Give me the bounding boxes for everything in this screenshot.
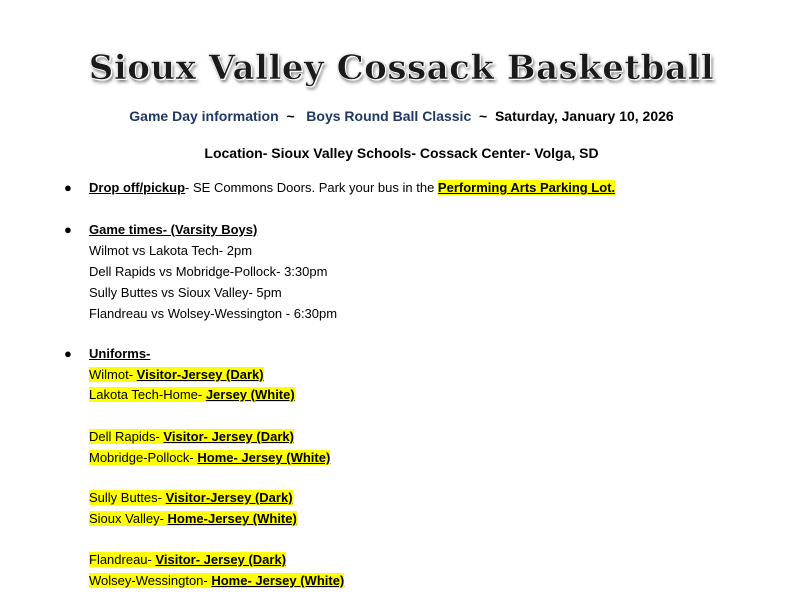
dropoff-text: - SE Commons Doors. Park your bus in the [185, 180, 438, 195]
subtitle-separator: ~ [278, 108, 307, 124]
uniform-entry [89, 572, 344, 590]
uniform-jersey: Visitor-Jersey (Dark) [165, 490, 293, 505]
uniform-jersey: Home- Jersey (White) [211, 573, 345, 588]
bullet-icon: ● [64, 346, 72, 361]
location-line: Location- Sioux Valley Schools- Cossack Center- Volga, SD [204, 145, 599, 161]
game-item: Dell Rapids vs Mobridge-Pollock- 3:30pm [89, 264, 328, 279]
game-times-label [89, 221, 257, 239]
bullet-icon: ● [64, 222, 72, 237]
uniform-jersey: Visitor- Jersey (Dark) [163, 429, 294, 444]
uniform-team: Dell Rapids- [89, 429, 164, 444]
dropoff-line [89, 179, 615, 197]
game-item: Sully Buttes vs Sioux Valley- 5pm [89, 285, 282, 300]
subtitle-info: Game Day information [129, 108, 279, 124]
uniform-jersey: Visitor-Jersey (Dark) [136, 367, 264, 382]
subtitle-event: Boys Round Ball Classic [306, 108, 472, 124]
bullet-icon: ● [64, 180, 72, 195]
uniforms-heading: Uniforms- [89, 346, 151, 361]
game-item: Wilmot vs Lakota Tech- 2pm [89, 243, 253, 258]
dropoff-highlight: Performing Arts Parking Lot. [437, 180, 616, 195]
uniform-team: Sully Buttes- [89, 490, 166, 505]
page-title: Sioux Valley Cossack Basketball [88, 48, 715, 88]
uniform-team: Mobridge-Pollock- [89, 450, 198, 465]
subtitle-date: Saturday, January 10, 2026 [494, 108, 674, 124]
uniform-team: Sioux Valley- [89, 511, 168, 526]
uniform-entry [89, 510, 297, 528]
uniform-team: Wilmot- [89, 367, 137, 382]
uniform-entry [89, 449, 330, 467]
subtitle-separator: ~ [471, 108, 495, 124]
subtitle [0, 108, 803, 124]
uniform-jersey: Visitor- Jersey (Dark) [155, 552, 287, 567]
uniform-jersey: Home- Jersey (White) [197, 450, 331, 465]
uniform-team: Lakota Tech-Home- [89, 387, 206, 402]
game-times-heading: Game times- (Varsity Boys) [89, 222, 258, 237]
dropoff-label: Drop off/pickup [89, 180, 186, 195]
uniform-entry [89, 386, 295, 404]
game-item: Flandreau vs Wolsey-Wessington - 6:30pm [89, 306, 338, 321]
uniform-jersey: Jersey (White) [205, 387, 295, 402]
uniform-entry [89, 551, 286, 569]
uniform-entry [89, 366, 264, 384]
uniform-team: Flandreau- [89, 552, 156, 567]
uniform-team: Wolsey-Wessington- [89, 573, 212, 588]
uniform-entry [89, 489, 293, 507]
uniform-entry [89, 428, 294, 446]
uniforms-label [89, 345, 150, 363]
uniform-jersey: Home-Jersey (White) [167, 511, 297, 526]
